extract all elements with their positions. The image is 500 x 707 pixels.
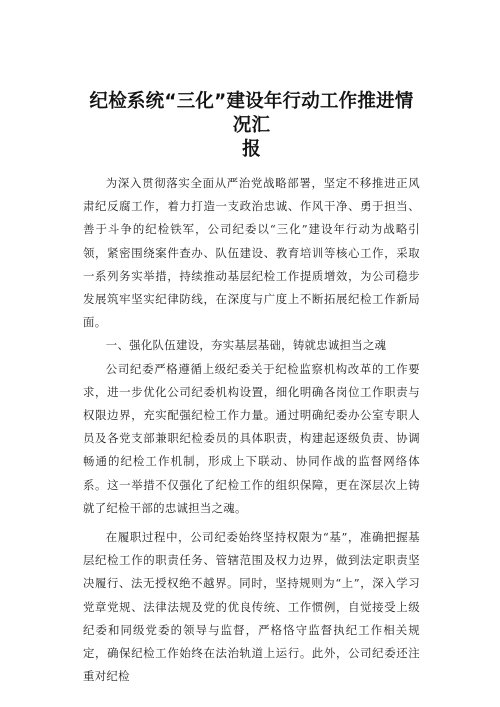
document-body <box>83 172 420 688</box>
document-title <box>83 90 420 162</box>
section-1-heading: 一、强化队伍建设，夯实基层基础，铸就忠诚担当之魂 <box>105 338 387 353</box>
document-title-line-2: 报 <box>242 139 261 160</box>
section-1-paragraph-2: 在履职过程中，公司纪委始终坚持权限为“基”，准确把握基层纪检工作的职责任务、管辖范围及权力边界，做到法定职责坚决履行、法无授权绝不越界。同时，坚持规则为“上”，深入学习党章党规、法律法规及党的优良传统、工作惯例，自觉接受上级纪委和同级党委的领导与监督，严格恪守监督执纪工作相关规定，确保纪检工作始终在法治轨道上运行。此外，公司纪委还注重对纪检 <box>83 530 420 684</box>
section-1-paragraph-1: 公司纪委严格遵循上级纪委关于纪检监察机构改革的工作要求，进一步优化公司纪委机构设置，细化明确各岗位工作职责与权限边界，充实配强纪检工作力量。通过明确纪委办公室专职人员及各党支部兼职纪检委员的具体职责，构建起逐级负责、协调畅通的纪检工作机制，形成上下联动、协同作战的监督网络体系。这一举措不仅强化了纪检工作的组织保障，更在深层次上铸就了纪检干部的忠诚担当之魂。 <box>83 361 420 515</box>
intro-paragraph: 为深入贯彻落实全面从严治党战略部署，坚定不移推进正风肃纪反腐工作，着力打造一支政治忠诚、作风干净、勇于担当、善于斗争的纪检铁军，公司纪委以“三化”建设年行动为战略引领，紧密围绕案件查办、队伍建设、教育培训等核心工作，采取一系列务实举措，持续推动基层纪检工作提质增效，为公司稳步发展筑牢坚实纪律防线，在深度与广度上不断拓展纪检工作新局面。 <box>83 176 420 330</box>
document-title-line-1: 纪检系统“三化”建设年行动工作推进情况汇 <box>89 91 414 136</box>
